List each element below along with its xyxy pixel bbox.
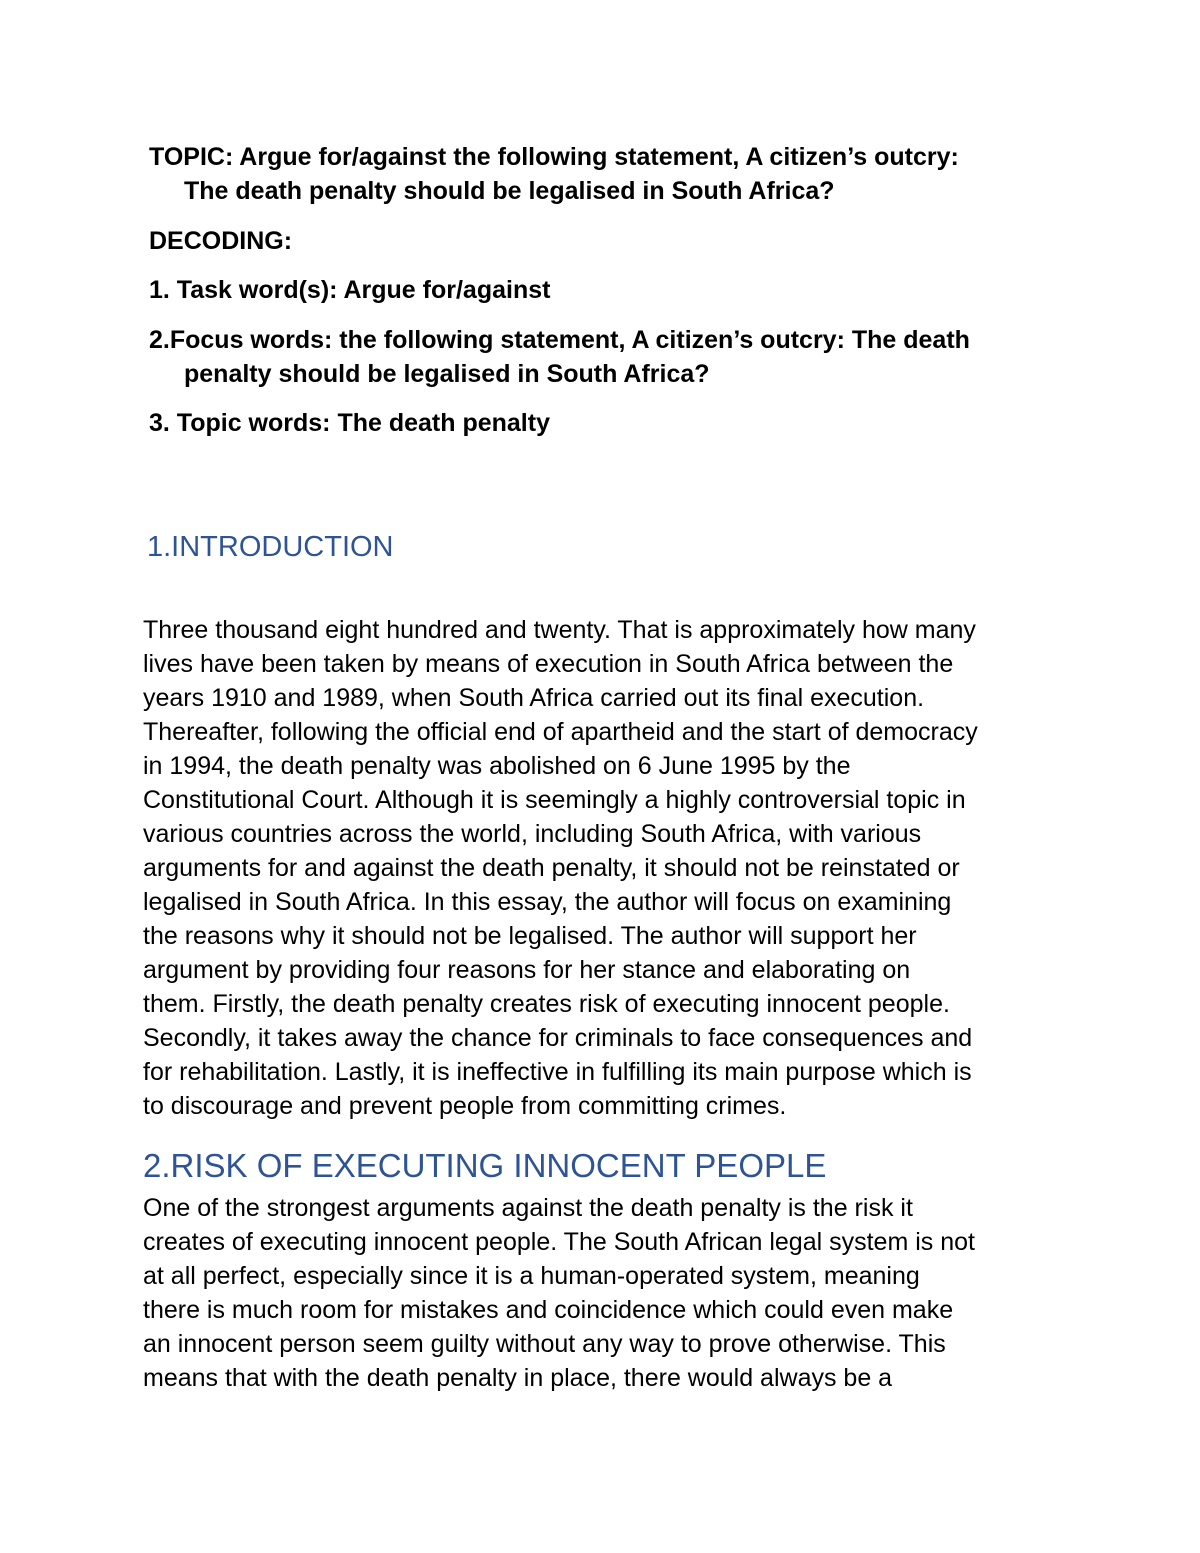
paragraph-line: legalised in South Africa. In this essay, the author will focus on examining xyxy=(143,888,952,916)
section-heading-risk: 2.RISK OF EXECUTING INNOCENT PEOPLE xyxy=(143,1147,827,1184)
paragraph-line: for rehabilitation. Lastly, it is ineffective in fulfilling its main purpose which is xyxy=(143,1058,972,1086)
paragraph-line: Three thousand eight hundred and twenty. That is approximately how many xyxy=(143,616,976,644)
paragraph-line: in 1994, the death penalty was abolished on 6 June 1995 by the xyxy=(143,752,851,780)
paragraph-line: there is much room for mistakes and coincidence which could even make xyxy=(143,1296,954,1324)
paragraph-line: an innocent person seem guilty without any way to prove otherwise. This xyxy=(143,1330,946,1358)
topic-line-2: The death penalty should be legalised in South Africa? xyxy=(184,177,835,205)
paragraph-line: means that with the death penalty in place, there would always be a xyxy=(143,1364,893,1392)
paragraph-line: lives have been taken by means of execution in South Africa between the xyxy=(143,650,954,678)
decoding-item-1: 1. Task word(s): Argue for/against xyxy=(149,276,551,304)
decoding-item-3: 3. Topic words: The death penalty xyxy=(149,409,550,437)
paragraph-line: various countries across the world, including South Africa, with various xyxy=(143,820,922,848)
paragraph-line: them. Firstly, the death penalty creates risk of executing innocent people. xyxy=(143,990,950,1018)
paragraph-line: creates of executing innocent people. The South African legal system is not xyxy=(143,1228,975,1256)
decoding-item-2-line-1: 2.Focus words: the following statement, A citizen’s outcry: The death xyxy=(149,326,970,354)
paragraph-line: arguments for and against the death penalty, it should not be reinstated or xyxy=(143,854,960,882)
decoding-item-2-line-2: penalty should be legalised in South Africa? xyxy=(184,360,710,388)
paragraph-line: the reasons why it should not be legalised. The author will support her xyxy=(143,922,917,950)
decoding-label: DECODING: xyxy=(149,227,293,255)
section-heading-introduction: 1.INTRODUCTION xyxy=(147,531,394,563)
paragraph-line: Constitutional Court. Although it is seemingly a highly controversial topic in xyxy=(143,786,966,814)
topic-line-1: TOPIC: Argue for/against the following statement, A citizen’s outcry: xyxy=(149,143,959,171)
paragraph-line: Secondly, it takes away the chance for criminals to face consequences and xyxy=(143,1024,973,1052)
paragraph-line: to discourage and prevent people from committing crimes. xyxy=(143,1092,787,1120)
paragraph-line: One of the strongest arguments against the death penalty is the risk it xyxy=(143,1194,913,1222)
paragraph-line: argument by providing four reasons for her stance and elaborating on xyxy=(143,956,911,984)
paragraph-line: years 1910 and 1989, when South Africa carried out its final execution. xyxy=(143,684,925,712)
paragraph-line: Thereafter, following the official end of apartheid and the start of democracy xyxy=(143,718,978,746)
paragraph-line: at all perfect, especially since it is a human-operated system, meaning xyxy=(143,1262,920,1290)
